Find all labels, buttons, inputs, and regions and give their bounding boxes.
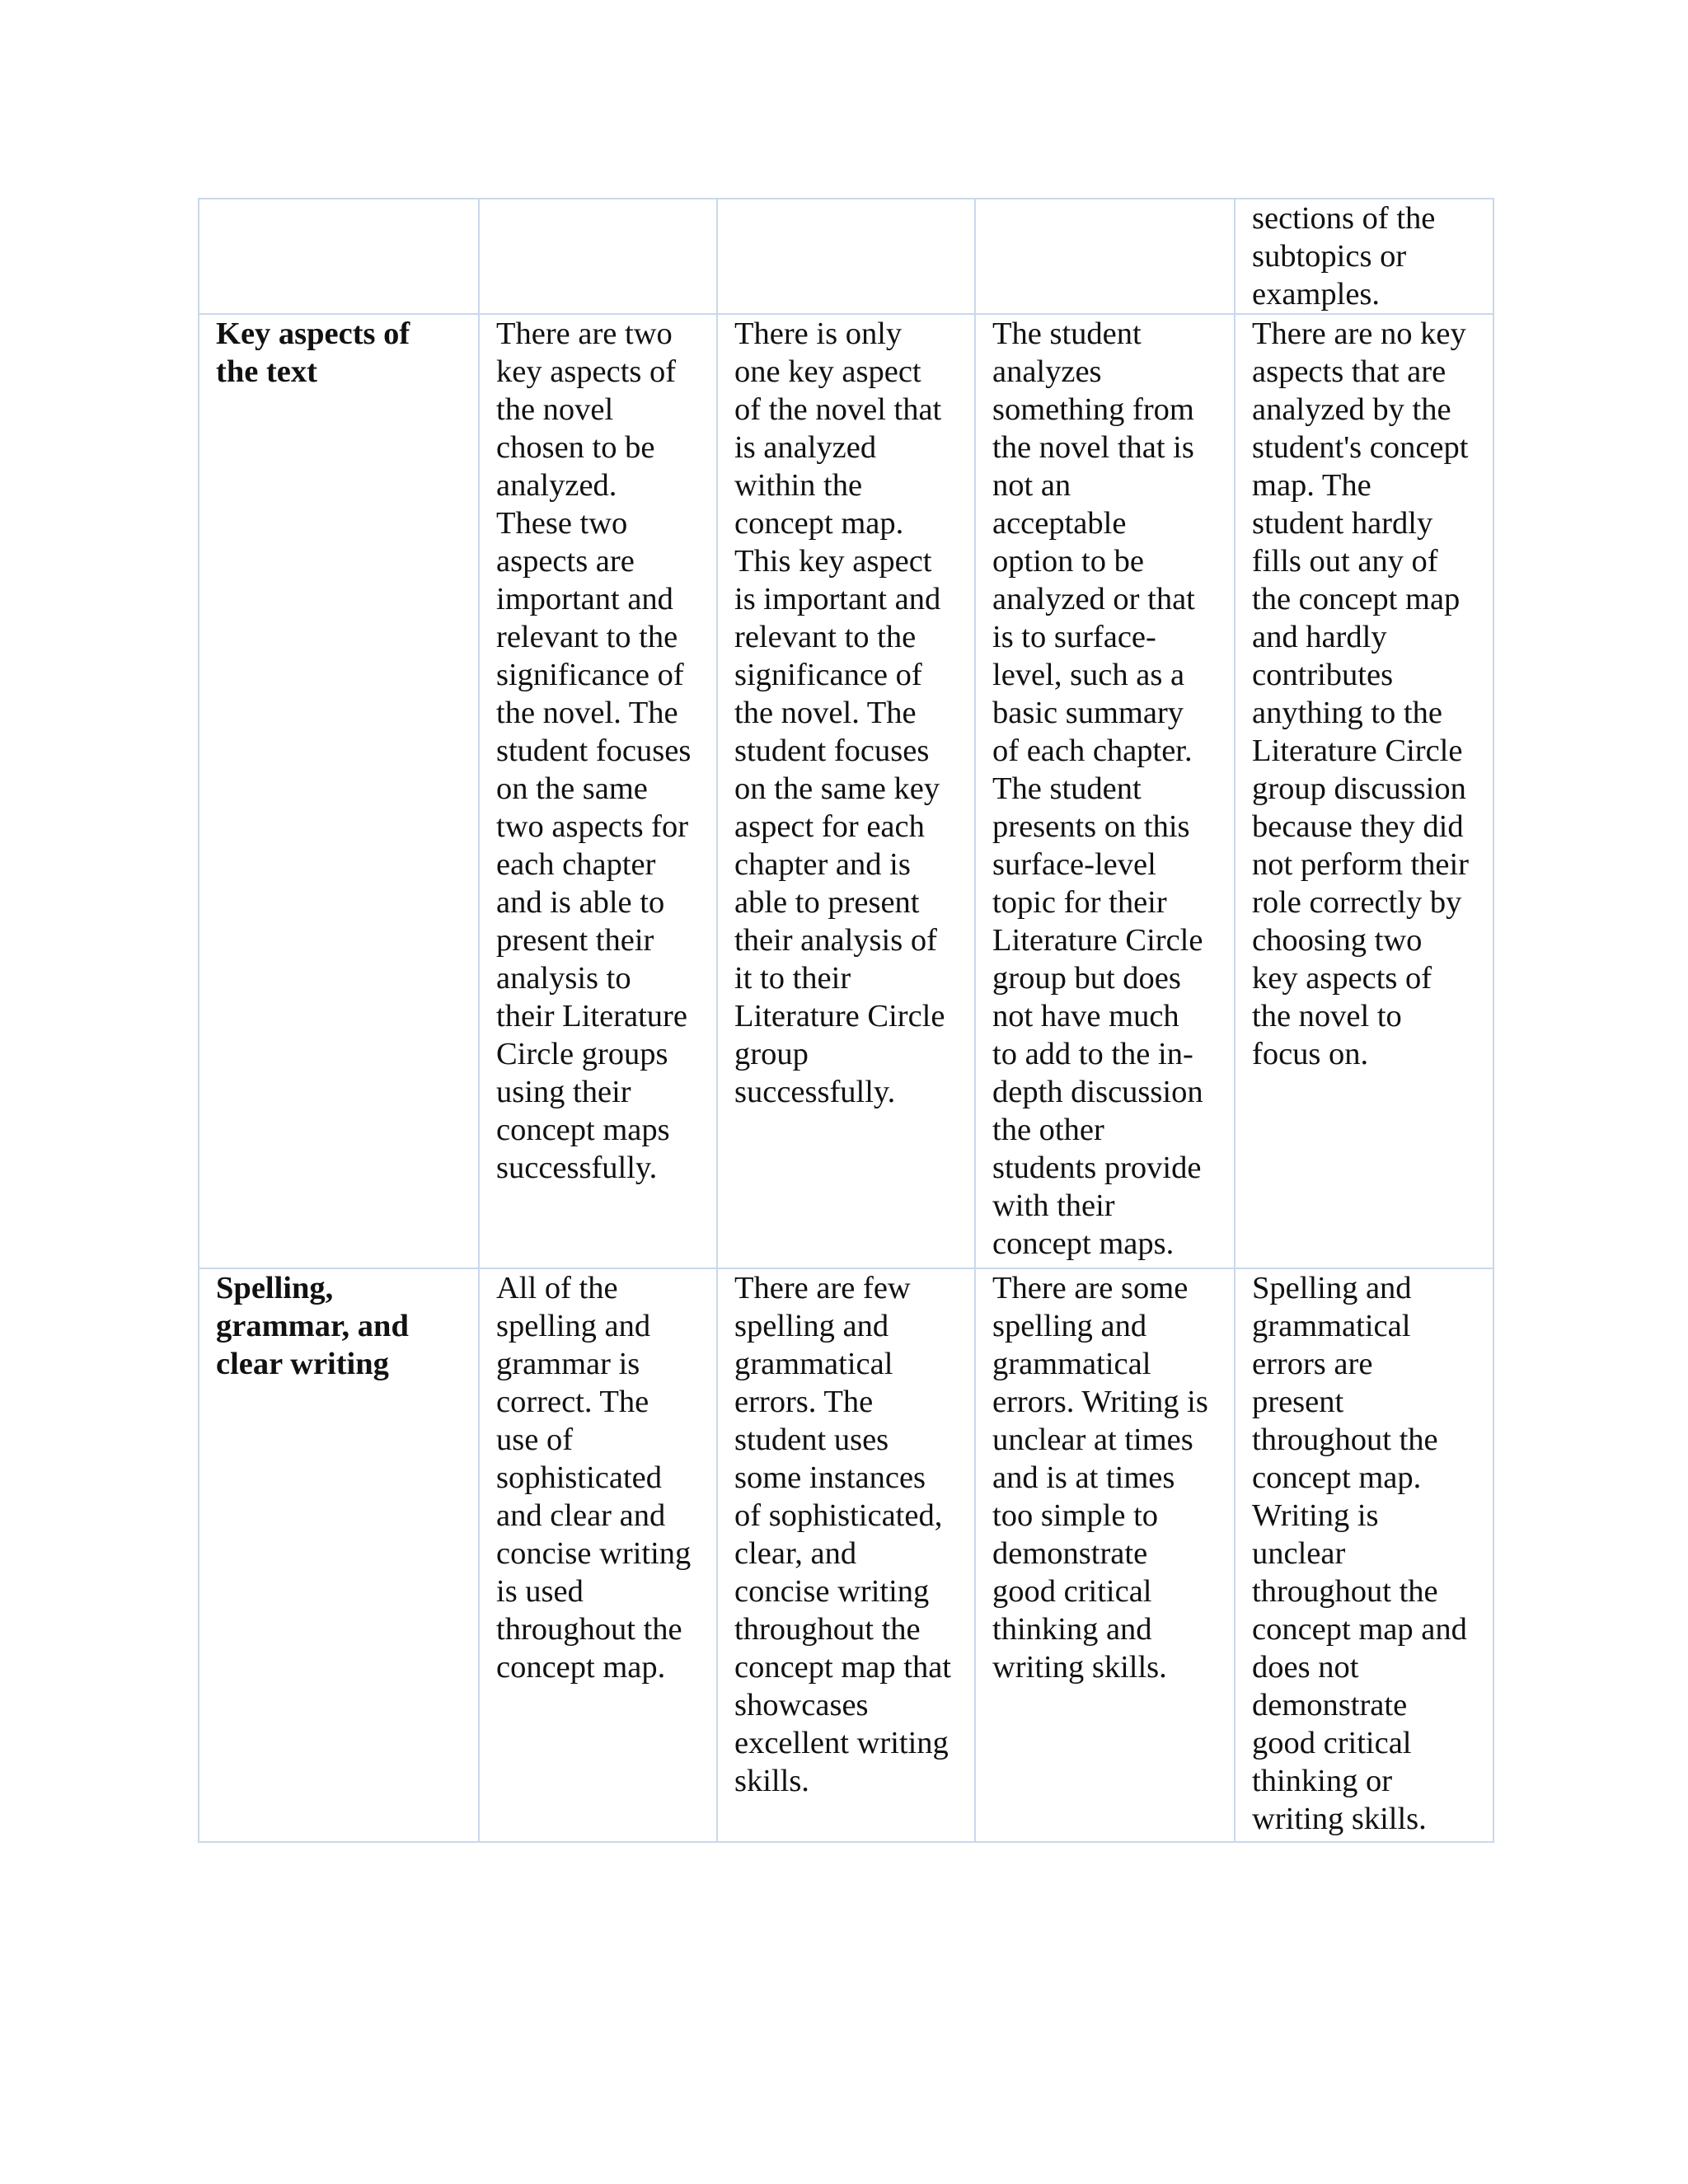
rubric-cell (975, 199, 1235, 314)
rubric-cell: Spelling and grammatical errors are present throughout the concept map. Writing is unclear throughout the concept map and does not demonstrate good critical thinking or writing skills. (1235, 1268, 1493, 1842)
rubric-cell: There are few spelling and grammatical errors. The student uses some instances of sophisticated, clear, and concise writing throughout the concept map that showcases excellent writing skills. (717, 1268, 975, 1842)
table-row (199, 1268, 1493, 1842)
rubric-cell: The student analyzes something from the novel that is not an acceptable option to be analyzed or that is to surface- level, such as a basic summary of each chapter. The student presents on this surface-level topic for their Literature Circle group but does not have much to add to the in- depth discussion the other students provide with their concept maps. (975, 314, 1235, 1268)
rubric-table (198, 198, 1494, 1843)
rubric-cell: All of the spelling and grammar is correct. The use of sophisticated and clear and concise writing is used throughout the concept map. (479, 1268, 717, 1842)
rubric-cell: There are two key aspects of the novel chosen to be analyzed. These two aspects are important and relevant to the significance of the novel. The student focuses on the same two aspects for each chapter and is able to present their analysis to their Literature Circle groups using their concept maps successfully. (479, 314, 717, 1268)
table-row (199, 199, 1493, 314)
rubric-cell: sections of the subtopics or examples. (1235, 199, 1493, 314)
criterion-cell: Key aspects of the text (199, 314, 479, 1268)
rubric-cell (479, 199, 717, 314)
rubric-cell: There are some spelling and grammatical errors. Writing is unclear at times and is at times too simple to demonstrate good critical thinking and writing skills. (975, 1268, 1235, 1842)
rubric-cell: There is only one key aspect of the novel that is analyzed within the concept map. This key aspect is important and relevant to the significance of the novel. The student focuses on the same key aspect for each chapter and is able to present their analysis of it to their Literature Circle group successfully. (717, 314, 975, 1268)
criterion-cell (199, 199, 479, 314)
rubric-cell: There are no key aspects that are analyzed by the student's concept map. The student hardly fills out any of the concept map and hardly contributes anything to the Literature Circle group discussion because they did not perform their role correctly by choosing two key aspects of the novel to focus on. (1235, 314, 1493, 1268)
table-row (199, 314, 1493, 1268)
rubric-cell (717, 199, 975, 314)
criterion-cell: Spelling, grammar, and clear writing (199, 1268, 479, 1842)
